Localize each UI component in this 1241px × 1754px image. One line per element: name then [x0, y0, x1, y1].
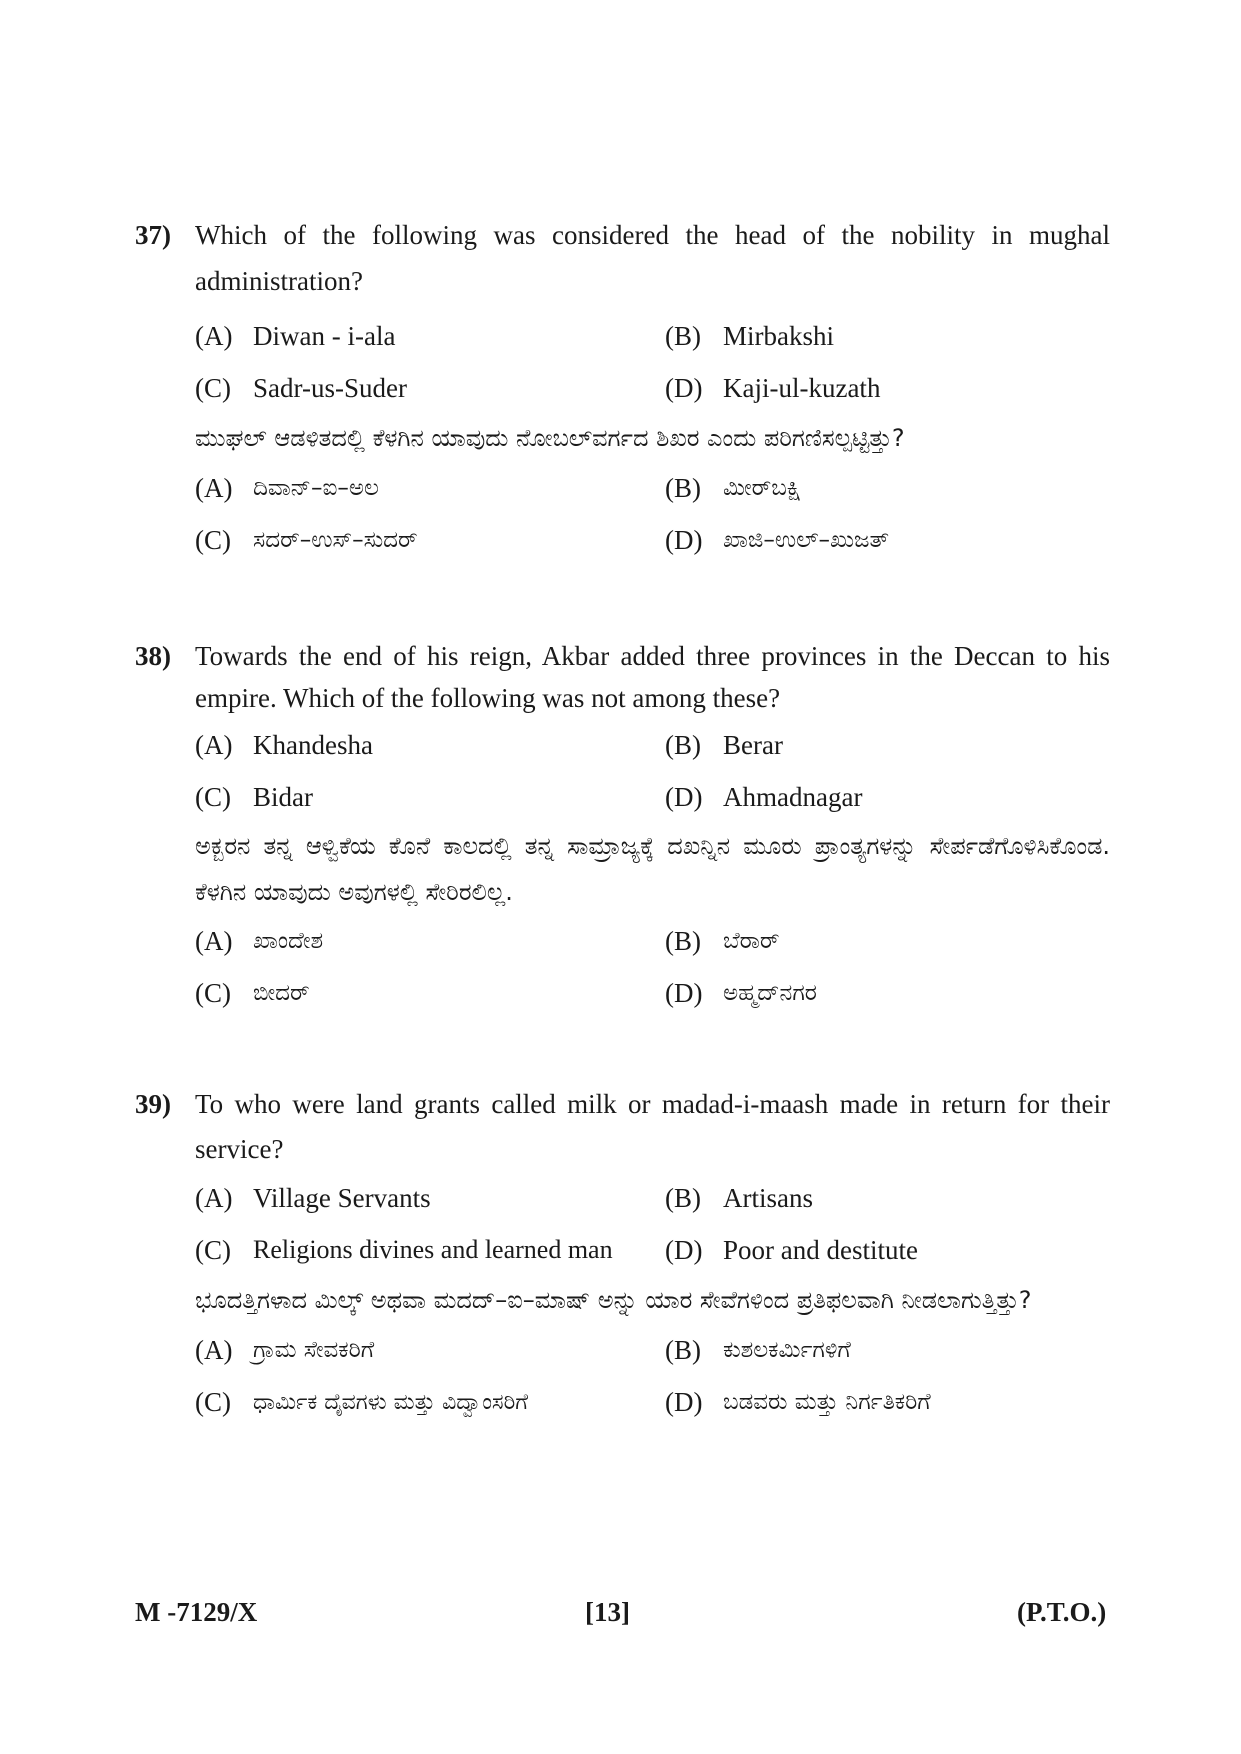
option-text: ಸದರ್–ಉಸ್–ಸುದರ್: [253, 527, 418, 553]
option-letter: (A): [195, 729, 233, 760]
option-letter: (C): [195, 781, 231, 812]
question-statement-en: To who were land grants called milk or madad-i-maash made in return for their service?: [195, 1089, 1110, 1164]
option-text: ಬಡವರು ಮತ್ತು ನಿರ್ಗತಿಕರಿಗೆ: [723, 1389, 931, 1415]
option-text: ಖಾಜಿ–ಉಲ್–ಖುಜತ್: [723, 527, 890, 553]
option-letter: (D): [665, 372, 703, 403]
option-c: [195, 1376, 665, 1428]
option-letter: (A): [195, 1182, 233, 1213]
option-b: [665, 1172, 1110, 1224]
option-letter: (A): [195, 472, 233, 503]
option-letter: (C): [195, 524, 231, 555]
option-text: Village Servants: [253, 1182, 431, 1213]
question-37: [135, 212, 1110, 566]
option-text: ಖಾಂದೇಶ: [253, 928, 324, 954]
option-a: [195, 915, 665, 967]
option-a: [195, 1324, 665, 1376]
option-letter: (C): [195, 1234, 231, 1265]
option-letter: (B): [665, 925, 701, 956]
option-letter: (D): [665, 781, 703, 812]
option-text: Ahmadnagar: [723, 781, 863, 812]
question-39: [135, 1082, 1110, 1428]
option-text: ಗ್ರಾಮ ಸೇವಕರಿಗೆ: [253, 1337, 375, 1363]
option-text: Religions divines and learned man: [253, 1235, 613, 1264]
page-number: [13]: [585, 1597, 630, 1627]
option-text: Berar: [723, 729, 783, 760]
question-text-en: [135, 212, 1110, 304]
options-kn: [135, 462, 1110, 566]
option-text: ಬೆರಾರ್: [723, 928, 780, 954]
option-letter: (D): [665, 977, 703, 1008]
option-c: [195, 1224, 665, 1276]
options-kn: [135, 915, 1110, 1019]
option-letter: (D): [665, 1234, 703, 1265]
option-d: [665, 1224, 1110, 1276]
option-a: [195, 719, 665, 771]
option-c: [195, 514, 665, 566]
option-letter: (B): [665, 1334, 701, 1365]
option-d: [665, 967, 1110, 1019]
question-statement-en: Which of the following was considered the head of the nobility in mughal administration?: [195, 220, 1110, 296]
option-d: [665, 1376, 1110, 1428]
question-38: [135, 635, 1110, 1019]
option-letter: (D): [665, 1386, 703, 1417]
option-b: [665, 1324, 1110, 1376]
option-text: Kaji-ul-kuzath: [723, 372, 881, 403]
options-en: [135, 719, 1110, 823]
option-text: ಮೀರ್‌ಬಕ್ಷಿ: [723, 475, 802, 501]
option-c: [195, 362, 665, 414]
question-text-en: [135, 1082, 1110, 1172]
options-en: [135, 1172, 1110, 1276]
option-a: [195, 462, 665, 514]
option-letter: (C): [195, 372, 231, 403]
option-text: Bidar: [253, 781, 313, 812]
option-text: Sadr-us-Suder: [253, 372, 407, 403]
question-number: 38): [135, 641, 171, 671]
option-b: [665, 719, 1110, 771]
option-text: ಅಹ್ಮದ್‌ನಗರ: [723, 980, 817, 1006]
options-en: [135, 310, 1110, 414]
option-c: [195, 771, 665, 823]
option-d: [665, 362, 1110, 414]
question-number: 39): [135, 1089, 171, 1119]
option-a: [195, 1172, 665, 1224]
option-c: [195, 967, 665, 1019]
option-letter: (B): [665, 1182, 701, 1213]
option-b: [665, 462, 1110, 514]
option-letter: (B): [665, 320, 701, 351]
option-text: Artisans: [723, 1182, 813, 1213]
option-letter: (C): [195, 977, 231, 1008]
option-letter: (A): [195, 320, 233, 351]
option-letter: (B): [665, 729, 701, 760]
pto-label: (P.T.O.): [1017, 1597, 1107, 1627]
option-letter: (C): [195, 1386, 231, 1417]
option-text: Diwan - i-ala: [253, 320, 396, 351]
question-text-kn: ಅಕ್ಬರನ ತನ್ನ ಆಳ್ವಿಕೆಯ ಕೊನೆ ಕಾಲದಲ್ಲಿ ತನ್ನ ಸಾಮ್ರಾಜ್ಯಕ್ಕೆ ದಖನ್ನಿನ ಮೂರು ಪ್ರಾಂತ್ಯಗಳನ್ನು ಸೇರ್ಪಡೆಗೊಳಿಸಿಕೊಂಡ. ಕೆಳಗಿನ ಯಾವುದು ಅವುಗಳಲ್ಲಿ ಸೇರಿರಲಿಲ್ಲ.: [195, 832, 1110, 906]
option-d: [665, 514, 1110, 566]
option-b: [665, 915, 1110, 967]
options-kn: [135, 1324, 1110, 1428]
paper-code: M -7129/X: [135, 1597, 258, 1627]
question-number: 37): [135, 220, 171, 250]
option-text: ಕುಶಲಕರ್ಮಿಗಳಿಗೆ: [723, 1337, 851, 1363]
question-text-en: [135, 635, 1110, 719]
option-text: ದಿವಾನ್–ಐ–ಅಲ: [253, 475, 379, 501]
option-letter: (A): [195, 925, 233, 956]
option-text: ಧಾರ್ಮಿಕ ದೈವಗಳು ಮತ್ತು ವಿದ್ವಾಂಸರಿಗೆ: [253, 1389, 529, 1415]
option-a: [195, 310, 665, 362]
option-text: Mirbakshi: [723, 320, 834, 351]
option-letter: (A): [195, 1334, 233, 1365]
option-b: [665, 310, 1110, 362]
option-text: Khandesha: [253, 729, 373, 760]
question-text-kn: ಮುಘಲ್ ಆಡಳಿತದಲ್ಲಿ ಕೆಳಗಿನ ಯಾವುದು ನೋಬಲ್‌ವರ್ಗದ ಶಿಖರ ಎಂದು ಪರಿಗಣಿಸಲ್ಪಟ್ಟಿತ್ತು?: [195, 424, 905, 452]
option-d: [665, 771, 1110, 823]
option-text: ಬೀದರ್: [253, 980, 310, 1006]
question-text-kn: ಭೂದತ್ತಿಗಳಾದ ಮಿಲ್ಕ್ ಅಥವಾ ಮದದ್–ಐ–ಮಾಷ್ ಅನ್ನು ಯಾರ ಸೇವೆಗಳಿಂದ ಪ್ರತಿಫಲವಾಗಿ ನೀಡಲಾಗುತ್ತಿತ್ತು?: [195, 1286, 1032, 1314]
option-letter: (D): [665, 524, 703, 555]
option-letter: (B): [665, 472, 701, 503]
option-text: Poor and destitute: [723, 1234, 918, 1265]
question-statement-en: Towards the end of his reign, Akbar added three provinces in the Deccan to his empire. Which of the following was not among these?: [195, 641, 1110, 713]
